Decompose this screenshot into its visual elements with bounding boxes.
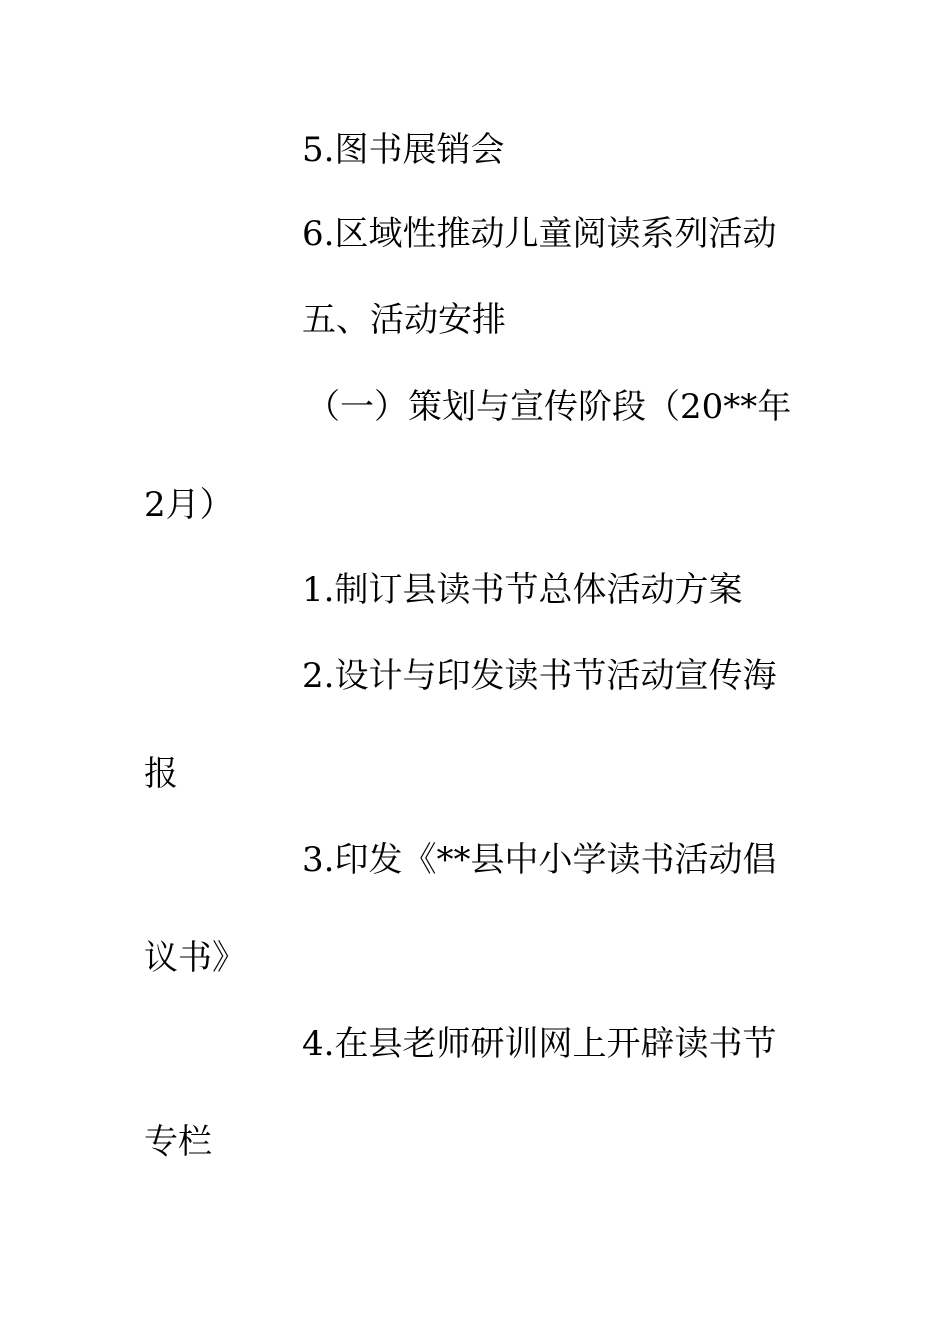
list-item-poster-design-continuation: 报 (144, 754, 178, 794)
subsection-heading-continuation: 2月） (144, 485, 234, 525)
list-item-reading-activities: 6.区域性推动儿童阅读系列活动 (302, 214, 777, 254)
list-item-poster-design: 2.设计与印发读书节活动宣传海 (302, 656, 777, 696)
list-item-online-column-continuation: 专栏 (144, 1122, 212, 1162)
subsection-heading-planning-phase: （一）策划与宣传阶段（20**年 (306, 387, 792, 427)
list-item-proposal: 3.印发《**县中小学读书活动倡 (302, 840, 777, 880)
list-item-proposal-continuation: 议书》 (144, 938, 246, 978)
list-item-book-fair: 5.图书展销会 (302, 130, 505, 170)
list-item-online-column: 4.在县老师研训网上开辟读书节 (302, 1024, 777, 1064)
section-heading-activity-schedule: 五、活动安排 (302, 300, 506, 340)
list-item-activity-plan: 1.制订县读书节总体活动方案 (302, 570, 743, 610)
